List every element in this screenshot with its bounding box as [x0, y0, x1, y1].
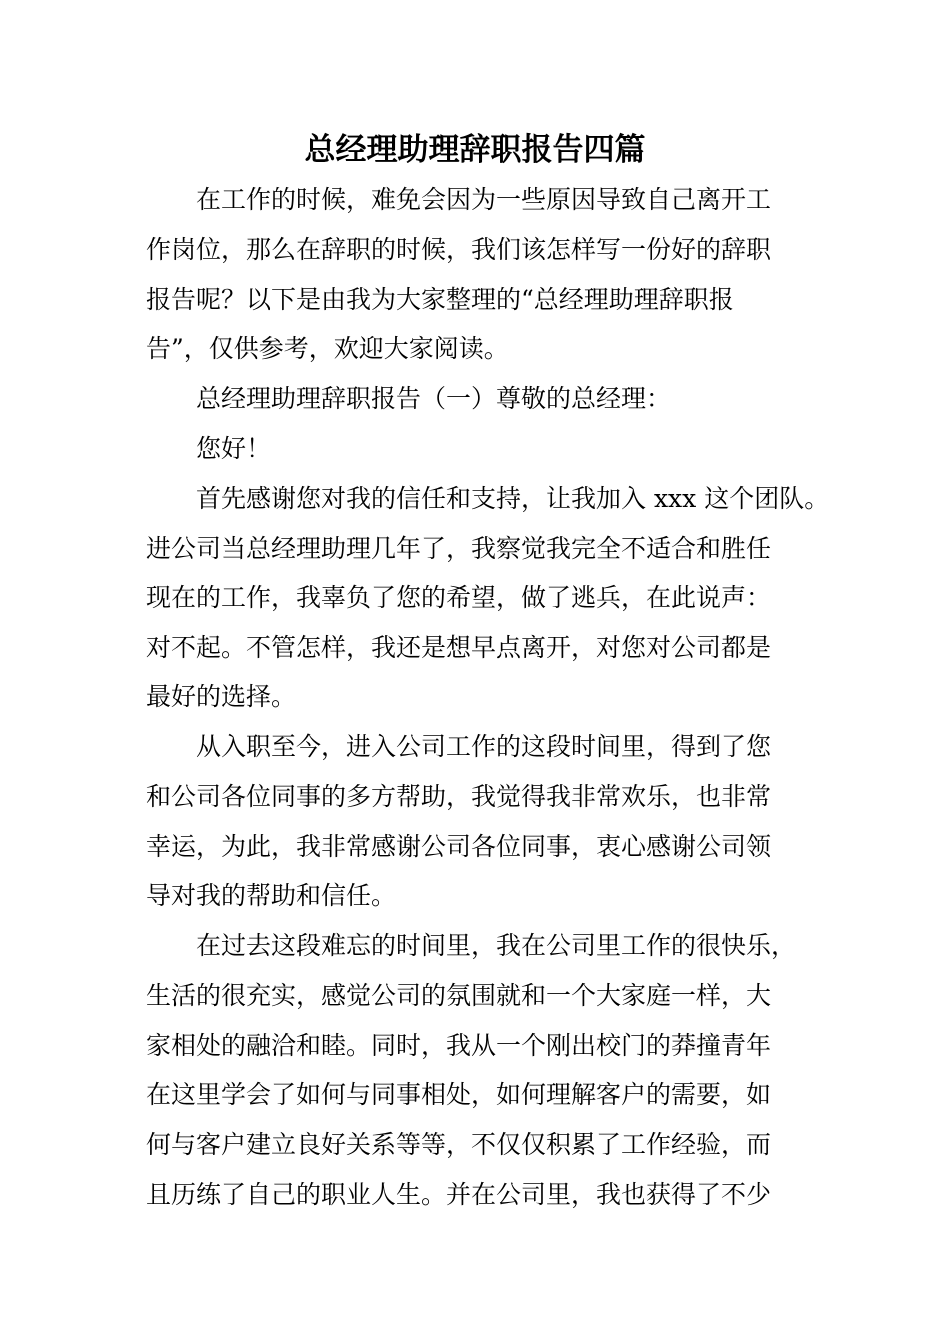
body-line: 和公司各位同事的多方帮助，我觉得我非常欢乐，也非常: [146, 782, 772, 811]
body-line: 对不起。不管怎样，我还是想早点离开，对您对公司都是: [146, 633, 772, 662]
body-line: 告”，仅供参考，欢迎大家阅读。: [146, 334, 509, 363]
body-line: 在工作的时候，难免会因为一些原因导致自己离开工: [196, 185, 772, 214]
body-line: 家相处的融洽和睦。同时，我从一个刚出校门的莽撞青年: [146, 1031, 772, 1060]
body-line: 生活的很充实，感觉公司的氛围就和一个大家庭一样，大: [146, 981, 772, 1010]
body-line: 总经理助理辞职报告（一）尊敬的总经理：: [196, 384, 672, 413]
document-title: 总经理助理辞职报告四篇: [304, 132, 646, 168]
body-line: 幸运，为此，我非常感谢公司各位同事，衷心感谢公司领: [146, 832, 772, 861]
body-line: 现在的工作，我辜负了您的希望，做了逃兵，在此说声：: [146, 583, 772, 612]
body-line: 且历练了自己的职业人生。并在公司里，我也获得了不少: [146, 1180, 772, 1209]
body-line: 从入职至今，进入公司工作的这段时间里，得到了您: [196, 732, 772, 761]
body-line: 作岗位，那么在辞职的时候，我们该怎样写一份好的辞职: [146, 235, 772, 264]
body-line: 在过去这段难忘的时间里，我在公司里工作的很快乐，: [196, 931, 797, 960]
body-line: 您好！: [196, 434, 272, 463]
body-line: 报告呢？以下是由我为大家整理的“总经理助理辞职报: [146, 285, 734, 314]
body-line: 导对我的帮助和信任。: [146, 881, 397, 910]
body-line: 进公司当总经理助理几年了，我察觉我完全不适合和胜任: [146, 534, 772, 563]
body-line: 何与客户建立良好关系等等，不仅仅积累了工作经验，而: [146, 1130, 772, 1159]
body-line: 最好的选择。: [146, 682, 297, 711]
body-line: 在这里学会了如何与同事相处，如何理解客户的需要，如: [146, 1080, 772, 1109]
body-line: 首先感谢您对我的信任和支持，让我加入 xxx 这个团队。: [196, 484, 830, 513]
